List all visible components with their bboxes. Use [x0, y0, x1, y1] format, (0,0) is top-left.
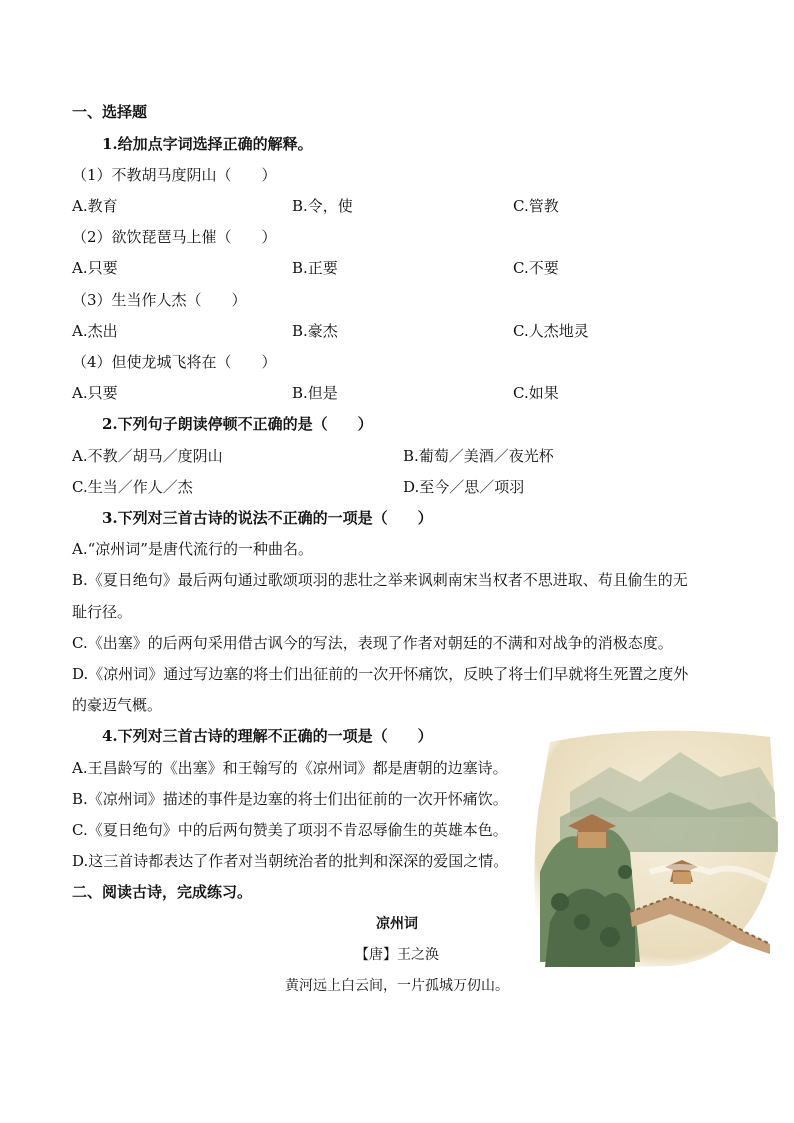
q4-option-d: D.这三首诗都表达了作者对当朝统治者的批判和深深的爱国之情。 [72, 852, 509, 870]
poem-line-1: 黄河远上白云间，一片孤城万仞山。 [285, 978, 509, 994]
q1-4-option-a: A.只要 [72, 384, 118, 402]
question-3-stem: 3.下列对三首古诗的说法不正确的一项是（ ） [102, 509, 433, 527]
section-heading-reading: 二、阅读古诗，完成练习。 [72, 883, 253, 901]
q2-option-a: A.不教／胡马／度阴山 [72, 447, 223, 465]
q3-option-b-line1: B.《夏日绝句》最后两句通过歌颂项羽的悲壮之举来讽刺南宋当权者不思进取、苟且偷生的无 [72, 571, 688, 589]
poem-author: 【唐】王之涣 [355, 947, 439, 963]
q1-4-option-b: B.但是 [292, 384, 338, 402]
q2-option-c: C.生当／作人／杰 [72, 478, 193, 496]
q1-3-option-a: A.杰出 [72, 322, 118, 340]
q2-option-b: B.葡萄／美酒／夜光杯 [403, 447, 554, 465]
q1-2-option-c: C.不要 [513, 259, 559, 277]
q3-option-c: C.《出塞》的后两句采用借古讽今的写法，表现了作者对朝廷的不满和对战争的消极态度。 [72, 634, 673, 652]
q4-option-b: B.《凉州词》描述的事件是边塞的将士们出征前的一次开怀痛饮。 [72, 790, 508, 808]
q1-3-option-b: B.豪杰 [292, 322, 338, 340]
question-1-item-2: （2）欲饮琵琶马上催（ ） [72, 228, 277, 246]
q1-1-option-c: C.管教 [513, 197, 559, 215]
q1-3-option-c: C.人杰地灵 [513, 322, 589, 340]
q1-2-option-b: B.正要 [292, 259, 338, 277]
question-2-stem: 2.下列句子朗读停顿不正确的是（ ） [102, 415, 373, 433]
poem-title: 凉州词 [376, 916, 418, 932]
q1-1-option-a: A.教育 [72, 197, 118, 215]
q2-option-d: D.至今／思／项羽 [403, 478, 525, 496]
q1-2-option-a: A.只要 [72, 259, 118, 277]
q3-option-d-line2: 的豪迈气概。 [72, 696, 163, 714]
q1-1-option-b: B.令，使 [292, 197, 353, 215]
question-4-stem: 4.下列对三首古诗的理解不正确的一项是（ ） [102, 727, 433, 745]
q4-option-c: C.《夏日绝句》中的后两句赞美了项羽不肯忍辱偷生的英雄本色。 [72, 821, 508, 839]
q3-option-b-line2: 耻行径。 [72, 603, 133, 621]
q3-option-a: A.“凉州词”是唐代流行的一种曲名。 [72, 540, 313, 558]
question-1-item-1: （1）不教胡马度阴山（ ） [72, 166, 277, 184]
q1-4-option-c: C.如果 [513, 384, 559, 402]
q4-option-a: A.王昌龄写的《出塞》和王翰写的《凉州词》都是唐朝的边塞诗。 [72, 759, 508, 777]
question-1-item-3: （3）生当作人杰（ ） [72, 291, 247, 309]
question-1-item-4: （4）但使龙城飞将在（ ） [72, 353, 277, 371]
section-heading-choice: 一、选择题 [72, 103, 148, 121]
question-1-stem: 1.给加点字词选择正确的解释。 [102, 135, 313, 153]
q3-option-d-line1: D.《凉州词》通过写边塞的将士们出征前的一次开怀痛饮，反映了将士们早就将生死置之度外 [72, 665, 689, 683]
great-wall-painting [530, 722, 780, 970]
